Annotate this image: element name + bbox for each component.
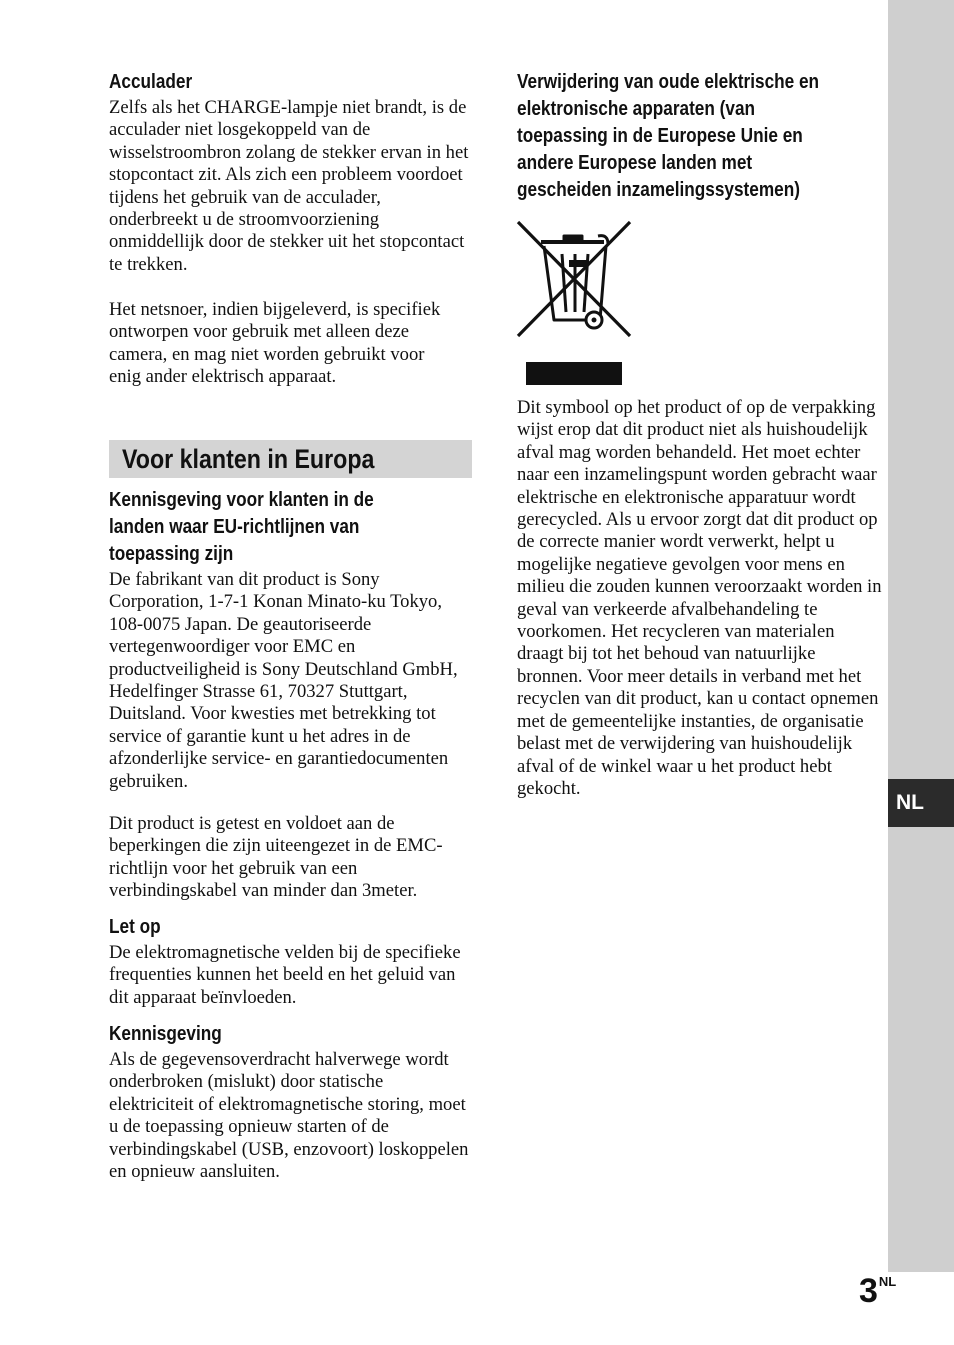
eu-notice-heading-line: toepassing zijn xyxy=(109,543,234,565)
weee-heading-line: toepassing in de Europese Unie en xyxy=(517,125,803,147)
eu-notice-paragraph-2: Dit product is getest en voldoet aan de beperkingen die zijn uiteengezet in de EMC-richtlijn voor het gebruik van een verbindingskabel van minder dan 3meter. xyxy=(109,813,443,902)
page-number-suffix: NL xyxy=(878,1274,897,1289)
weee-heading-line: andere Europese landen met xyxy=(517,152,753,174)
eu-notice-paragraph-1: De fabrikant van dit product is Sony Corporation, 1-7-1 Konan Minato-ku Tokyo, 108-0075 Japan. De geautoriseerde vertegenwoordiger voor EMC en productveiligheid is Sony Deutschland GmbH, Hedelfinger Strasse 61, 70327 Stuttgart, Duitsland. Voor kwesties met betrekking tot service of garantie kunt u het adres in de afzonderlijke service- en garantiedocumenten gebruiken. xyxy=(109,569,458,792)
crossed-out-wheelie-bin-icon xyxy=(516,220,634,390)
acculader-paragraph-1: Zelfs als het CHARGE-lampje niet brandt, is de acculader niet losgekoppeld van de wisselstroombron zolang de stekker ervan in het stopcontact zit. Als zich een probleem voordoet tijdens het gebruik van de acculader, onderbreekt u de stroomvoorziening onmiddellijk door de stekker uit het stopcontact te trekken. xyxy=(109,97,469,275)
page-number-value: 3 xyxy=(859,1272,878,1310)
let-op-paragraph: De elektromagnetische velden bij de specifieke frequenties kunnen het beeld en het geluid van dit apparaat beïnvloeden. xyxy=(109,942,461,1008)
page-number xyxy=(859,1272,895,1310)
eu-notice-heading-line: landen waar EU-richtlijnen van xyxy=(109,516,360,538)
section-banner-title: Voor klanten in Europa xyxy=(122,444,375,474)
kennisgeving-heading: Kennisgeving xyxy=(109,1023,222,1045)
eu-notice-heading-line: Kennisgeving voor klanten in de xyxy=(109,489,374,511)
weee-heading-line: Verwijdering van oude elektrische en xyxy=(517,71,820,93)
weee-heading xyxy=(517,69,868,204)
acculader-paragraph-2: Het netsnoer, indien bijgeleverd, is specifiek ontworpen voor gebruik met alleen deze camera, en mag niet worden gebruikt voor enig ander elektrisch apparaat. xyxy=(109,299,441,388)
side-margin-band xyxy=(888,0,954,1272)
weee-heading-line: elektronische apparaten (van xyxy=(517,98,756,120)
kennisgeving-paragraph: Als de gegevensoverdracht halverwege wordt onderbroken (mislukt) door statische elektriciteit of elektromagnetische storing, moet u de toepassing opnieuw starten of de verbindingskabel (USB, enzovoort) loskoppelen en opnieuw aansluiten. xyxy=(109,1049,469,1183)
section-banner xyxy=(109,440,472,478)
let-op-heading: Let op xyxy=(109,916,161,938)
weee-paragraph: Dit symbool op het product of op de verpakking wijst erop dat dit product niet als huishoudelijk afval mag worden behandeld. Het moet echter naar een inzamelingspunt worden gebracht waar elektrische en elektronische apparatuur wordt gerecycled. Als u ervoor zorgt dat dit product op de correcte manier wordt verwerkt, helpt u mogelijke negatieve gevolgen voor mens en milieu die zouden kunnen veroorzaakt worden in geval van verkeerde afvalbehandeling te voorkomen. Het recycleren van materialen draagt bij tot het behoud van natuurlijke bronnen. Voor meer details in verband met het recyclen van dit product, kan u contact opnemen met de gemeentelijke instanties, de organisatie belast met de verwijdering van huishoudelijk afval of de winkel waar u het product hebt gekocht. xyxy=(517,397,882,799)
acculader-heading: Acculader xyxy=(109,71,193,93)
weee-heading-line: gescheiden inzamelingssystemen) xyxy=(517,179,800,201)
language-tab: NL xyxy=(888,779,954,827)
eu-notice-heading xyxy=(109,487,417,568)
